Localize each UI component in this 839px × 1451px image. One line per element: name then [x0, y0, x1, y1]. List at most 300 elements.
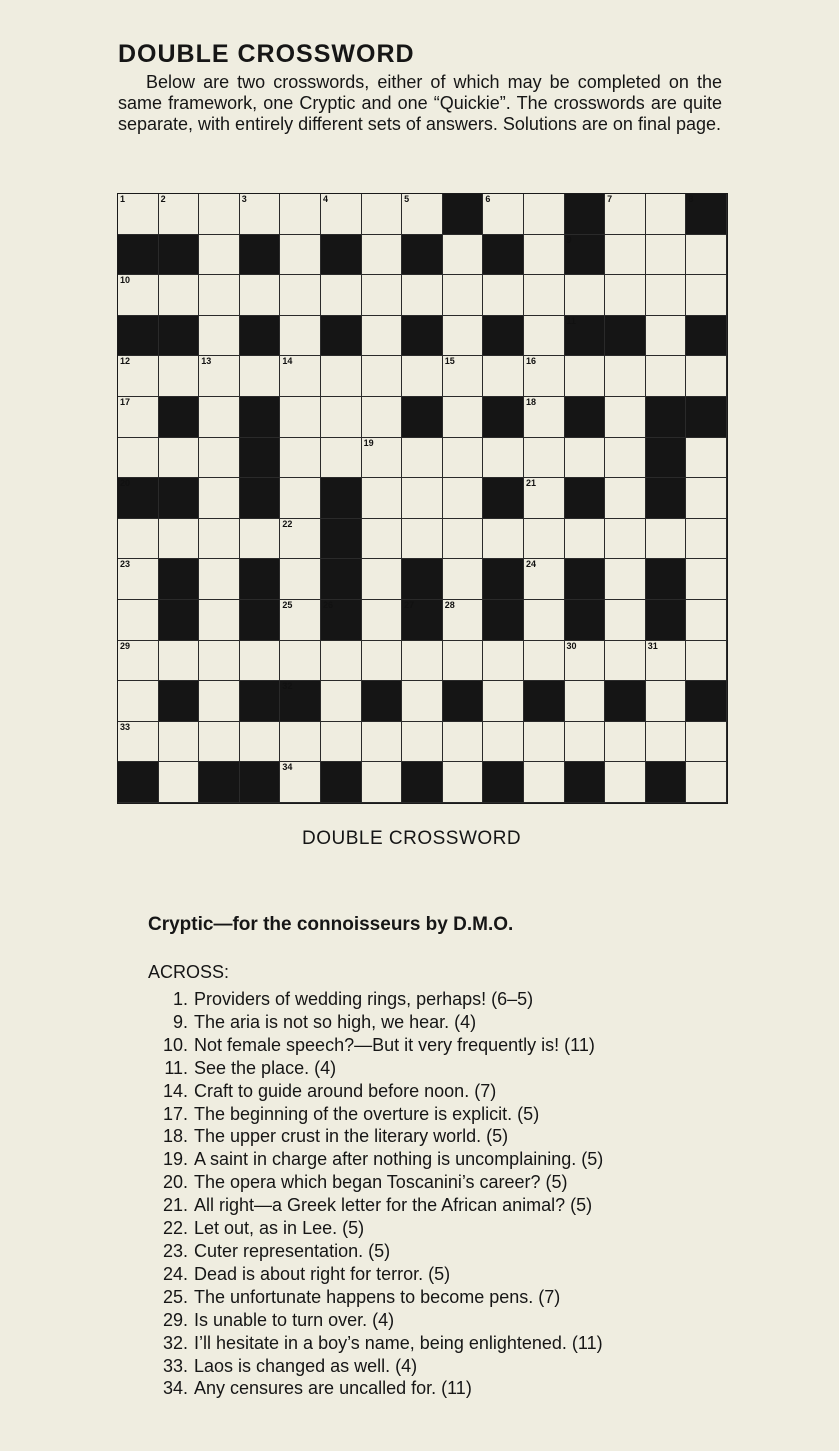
grid-cell[interactable] — [199, 438, 240, 479]
grid-cell[interactable] — [565, 641, 606, 682]
grid-cell[interactable] — [280, 438, 321, 479]
grid-cell[interactable] — [524, 235, 565, 276]
black-square — [118, 478, 159, 519]
grid-cell[interactable] — [402, 641, 443, 682]
clue-item-number: 17. — [162, 1103, 188, 1124]
grid-cell[interactable] — [362, 316, 403, 357]
grid-cell[interactable] — [605, 438, 646, 479]
grid-cell[interactable] — [199, 235, 240, 276]
grid-cell[interactable] — [524, 356, 565, 397]
grid-cell[interactable] — [686, 559, 727, 600]
clue-item-number: 20. — [162, 1172, 188, 1193]
grid-cell[interactable] — [159, 438, 200, 479]
grid-cell[interactable] — [280, 762, 321, 803]
grid-cell[interactable] — [159, 519, 200, 560]
grid-cell[interactable] — [524, 641, 565, 682]
grid-cell[interactable] — [118, 194, 159, 235]
clue-item-number: 22. — [162, 1218, 188, 1239]
grid-cell[interactable] — [646, 356, 687, 397]
clue-number: 8 — [688, 194, 694, 204]
black-square — [321, 559, 362, 600]
grid-cell[interactable] — [159, 356, 200, 397]
black-square — [483, 397, 524, 438]
grid-cell[interactable] — [159, 641, 200, 682]
clue-item — [148, 1011, 768, 1034]
grid-cell[interactable] — [686, 275, 727, 316]
grid-cell[interactable] — [199, 641, 240, 682]
grid-cell[interactable] — [646, 519, 687, 560]
black-square — [565, 194, 606, 235]
grid-cell[interactable] — [118, 438, 159, 479]
grid-cell[interactable] — [565, 438, 606, 479]
grid-cell[interactable] — [686, 478, 727, 519]
black-square — [565, 559, 606, 600]
black-square — [443, 194, 484, 235]
grid-cell[interactable] — [199, 356, 240, 397]
grid-cell[interactable] — [443, 356, 484, 397]
clue-number: 14 — [282, 356, 293, 367]
grid-cell[interactable] — [199, 316, 240, 357]
grid-cell[interactable] — [240, 722, 281, 763]
grid-cell[interactable] — [646, 641, 687, 682]
grid-cell[interactable] — [118, 722, 159, 763]
clue-item — [148, 1034, 768, 1057]
grid-cell[interactable] — [483, 519, 524, 560]
clue-number: 1 — [120, 194, 126, 204]
grid-cell[interactable] — [159, 194, 200, 235]
grid-cell[interactable] — [524, 519, 565, 560]
grid-cell[interactable] — [443, 478, 484, 519]
clue-item — [148, 1103, 768, 1126]
grid-cell[interactable] — [199, 681, 240, 722]
clue-item-text: The upper crust in the literary world. (5) — [194, 1126, 509, 1147]
grid-cell[interactable] — [280, 275, 321, 316]
clue-item — [148, 988, 768, 1011]
clue-item — [148, 1286, 768, 1309]
black-square — [118, 762, 159, 803]
black-square — [118, 316, 159, 357]
clue-item-number: 10. — [162, 1034, 188, 1055]
black-square — [686, 316, 727, 357]
black-square — [240, 559, 281, 600]
grid-cell[interactable] — [565, 681, 606, 722]
grid-cell[interactable] — [280, 235, 321, 276]
grid-cell[interactable] — [118, 519, 159, 560]
grid-cell[interactable] — [646, 316, 687, 357]
grid-cell[interactable] — [483, 641, 524, 682]
grid-cell[interactable] — [280, 397, 321, 438]
grid-cell[interactable] — [402, 519, 443, 560]
grid-cell[interactable] — [199, 275, 240, 316]
black-square — [159, 316, 200, 357]
grid-cell[interactable] — [362, 641, 403, 682]
grid-cell[interactable] — [646, 681, 687, 722]
clue-number: 17 — [120, 396, 131, 407]
black-square — [686, 397, 727, 438]
grid-cell[interactable] — [443, 438, 484, 479]
clue-item-text: Providers of wedding rings, perhaps! (6–5) — [194, 989, 534, 1009]
grid-cell[interactable] — [118, 681, 159, 722]
grid-cell[interactable] — [362, 275, 403, 316]
grid-cell[interactable] — [605, 356, 646, 397]
grid-cell[interactable] — [483, 722, 524, 763]
black-square — [159, 478, 200, 519]
black-square — [605, 316, 646, 357]
clue-item — [148, 1332, 768, 1355]
grid-cell[interactable] — [483, 194, 524, 235]
clue-number: 19 — [363, 437, 374, 448]
clue-item — [148, 1240, 768, 1263]
clue-number: 11 — [566, 315, 577, 326]
grid-cell[interactable] — [443, 600, 484, 641]
black-square — [159, 235, 200, 276]
grid-cell[interactable] — [686, 722, 727, 763]
clue-item-number: 14. — [162, 1080, 188, 1101]
black-square — [565, 478, 606, 519]
black-square — [646, 397, 687, 438]
grid-cell[interactable] — [159, 762, 200, 803]
black-square — [402, 762, 443, 803]
grid-cell[interactable] — [159, 722, 200, 763]
grid-cell[interactable] — [321, 641, 362, 682]
grid-cell[interactable] — [280, 722, 321, 763]
clue-number: 23 — [120, 559, 131, 570]
clue-item-text: The unfortunate happens to become pens. (7) — [194, 1286, 561, 1307]
clue-number: 27 — [404, 599, 415, 610]
grid-cell[interactable] — [199, 519, 240, 560]
clue-number: 31 — [647, 640, 658, 651]
black-square — [199, 762, 240, 803]
clue-number: 33 — [120, 721, 131, 732]
grid-cell[interactable] — [402, 478, 443, 519]
grid-cell[interactable] — [605, 641, 646, 682]
grid-cell[interactable] — [362, 397, 403, 438]
clue-number: 2 — [160, 194, 166, 204]
grid-cell[interactable] — [159, 275, 200, 316]
clue-item-text: Dead is about right for terror. (5) — [194, 1263, 451, 1284]
grid-cell[interactable] — [118, 641, 159, 682]
grid-cell[interactable] — [605, 194, 646, 235]
grid-cell[interactable] — [280, 316, 321, 357]
clue-item-number: 34. — [162, 1378, 188, 1399]
black-square — [646, 559, 687, 600]
grid-cell[interactable] — [321, 681, 362, 722]
grid-cell[interactable] — [443, 762, 484, 803]
grid-cell[interactable] — [646, 194, 687, 235]
grid-cell[interactable] — [646, 275, 687, 316]
grid-cell[interactable] — [524, 316, 565, 357]
grid-cell[interactable] — [565, 356, 606, 397]
clue-number: 3 — [241, 194, 247, 204]
grid-cell[interactable] — [524, 600, 565, 641]
grid-cell[interactable] — [362, 600, 403, 641]
grid-cell[interactable] — [280, 194, 321, 235]
clue-item-text: Laos is changed as well. (4) — [194, 1355, 418, 1376]
grid-cell[interactable] — [240, 356, 281, 397]
clue-item — [148, 1377, 768, 1400]
clue-item-text: Is unable to turn over. (4) — [194, 1309, 395, 1330]
grid-cell[interactable] — [280, 641, 321, 682]
grid-cell[interactable] — [646, 722, 687, 763]
grid-cell[interactable] — [605, 478, 646, 519]
black-square — [565, 600, 606, 641]
grid-cell[interactable] — [565, 519, 606, 560]
grid-cell[interactable] — [483, 438, 524, 479]
clue-number: 13 — [201, 356, 212, 367]
grid-cell[interactable] — [686, 519, 727, 560]
grid-cell[interactable] — [321, 194, 362, 235]
grid-cell[interactable] — [240, 641, 281, 682]
grid-cell[interactable] — [321, 356, 362, 397]
black-square — [483, 316, 524, 357]
clue-number: 32 — [282, 681, 293, 692]
grid-cell[interactable] — [443, 722, 484, 763]
intro-paragraph: Below are two crosswords, either of which may be completed on the same framework, one Cryptic and one “Quickie”. The crosswords are quite separate, with entirely different sets of answers. Solutions are on final page. — [118, 72, 722, 134]
clue-item-text: All right—a Greek letter for the African animal? (5) — [194, 1195, 593, 1216]
grid-cell[interactable] — [443, 316, 484, 357]
clue-number: 22 — [282, 518, 293, 529]
black-square — [565, 762, 606, 803]
clue-number: 20 — [120, 478, 131, 489]
cryptic-heading: Cryptic—for the connoisseurs by D.M.O. — [148, 914, 514, 935]
grid-cell[interactable] — [402, 194, 443, 235]
black-square — [240, 681, 281, 722]
grid-cell[interactable] — [280, 478, 321, 519]
across-clue-list — [148, 988, 768, 1400]
clue-number: 29 — [120, 640, 131, 651]
grid-cell[interactable] — [524, 438, 565, 479]
grid-cell[interactable] — [686, 641, 727, 682]
black-square — [443, 681, 484, 722]
grid-cell[interactable] — [362, 722, 403, 763]
grid-cell[interactable] — [524, 559, 565, 600]
clue-item-number: 24. — [162, 1263, 188, 1284]
grid-cell[interactable] — [362, 356, 403, 397]
clue-item-text: Craft to guide around before noon. (7) — [194, 1080, 497, 1101]
grid-cell[interactable] — [362, 762, 403, 803]
grid-cell[interactable] — [240, 194, 281, 235]
clue-number: 25 — [282, 599, 293, 610]
grid-cell[interactable] — [565, 275, 606, 316]
clue-item-text: The beginning of the overture is explicit. (5) — [194, 1103, 540, 1124]
grid-cell[interactable] — [199, 194, 240, 235]
grid-cell[interactable] — [118, 559, 159, 600]
grid-cell[interactable] — [443, 641, 484, 682]
grid-cell[interactable] — [605, 275, 646, 316]
clue-number: 28 — [444, 599, 455, 610]
black-square — [280, 681, 321, 722]
clue-item-number: 21. — [162, 1195, 188, 1216]
grid-cell[interactable] — [199, 722, 240, 763]
grid-cell[interactable] — [443, 519, 484, 560]
clue-item-number: 11. — [164, 1057, 188, 1078]
clue-item-number: 29. — [162, 1309, 188, 1330]
black-square — [159, 600, 200, 641]
black-square — [565, 397, 606, 438]
clue-number: 15 — [444, 356, 455, 367]
grid-cell[interactable] — [362, 519, 403, 560]
grid-cell[interactable] — [605, 722, 646, 763]
clue-item-text: Not female speech?—But it very frequently is! (11) — [194, 1034, 595, 1055]
grid-cell[interactable] — [565, 722, 606, 763]
clue-item-text: Let out, as in Lee. (5) — [194, 1218, 365, 1239]
black-square — [159, 397, 200, 438]
grid-cell[interactable] — [605, 235, 646, 276]
grid-cell[interactable] — [199, 600, 240, 641]
grid-cell[interactable] — [402, 275, 443, 316]
clue-number: 5 — [404, 194, 410, 204]
black-square — [402, 316, 443, 357]
grid-cell[interactable] — [118, 397, 159, 438]
black-square — [686, 194, 727, 235]
grid-cell[interactable] — [605, 397, 646, 438]
grid-cell[interactable] — [240, 519, 281, 560]
grid-cell[interactable] — [321, 722, 362, 763]
clue-item-number: 33. — [162, 1355, 188, 1376]
crossword-grid-container — [117, 193, 728, 804]
black-square — [240, 600, 281, 641]
clue-item-text: See the place. (4) — [194, 1057, 337, 1078]
clue-item — [148, 1125, 768, 1148]
grid-cell[interactable] — [605, 600, 646, 641]
clue-item-text: The aria is not so high, we hear. (4) — [194, 1011, 477, 1032]
grid-cell[interactable] — [686, 356, 727, 397]
grid-cell[interactable] — [280, 559, 321, 600]
black-square — [240, 397, 281, 438]
grid-cell[interactable] — [443, 275, 484, 316]
grid-cell[interactable] — [483, 356, 524, 397]
grid-cell[interactable] — [321, 438, 362, 479]
grid-cell[interactable] — [443, 235, 484, 276]
black-square — [605, 681, 646, 722]
grid-cell[interactable] — [524, 478, 565, 519]
black-square — [240, 316, 281, 357]
clue-item — [148, 1263, 768, 1286]
clue-item — [148, 1148, 768, 1171]
grid-cell[interactable] — [118, 356, 159, 397]
clue-item — [148, 1355, 768, 1378]
clue-item-number: 23. — [162, 1240, 188, 1261]
clue-item — [148, 1217, 768, 1240]
clue-item-number: 32. — [162, 1332, 188, 1353]
clue-item-number: 25. — [162, 1286, 188, 1307]
grid-cell[interactable] — [402, 438, 443, 479]
grid-cell[interactable] — [524, 722, 565, 763]
clue-number: 24 — [525, 559, 536, 570]
black-square — [483, 478, 524, 519]
crossword-grid — [117, 193, 728, 804]
grid-cell[interactable] — [402, 356, 443, 397]
clue-item-number: 18. — [162, 1126, 188, 1147]
black-square — [402, 235, 443, 276]
clue-number: 34 — [282, 762, 293, 773]
black-square — [646, 762, 687, 803]
grid-cell[interactable] — [483, 275, 524, 316]
grid-cell[interactable] — [443, 559, 484, 600]
grid-cell[interactable] — [524, 397, 565, 438]
grid-cell[interactable] — [362, 235, 403, 276]
grid-cell[interactable] — [524, 275, 565, 316]
clue-item-text: Cuter representation. (5) — [194, 1240, 391, 1261]
grid-cell[interactable] — [321, 397, 362, 438]
clue-number: 12 — [120, 356, 131, 367]
black-square — [321, 600, 362, 641]
grid-cell[interactable] — [402, 722, 443, 763]
grid-cell[interactable] — [686, 235, 727, 276]
clue-number: 26 — [322, 599, 333, 610]
black-square — [565, 235, 606, 276]
grid-cell[interactable] — [605, 762, 646, 803]
clue-item — [148, 1309, 768, 1332]
grid-cell[interactable] — [362, 478, 403, 519]
grid-cell[interactable] — [524, 762, 565, 803]
black-square — [159, 681, 200, 722]
grid-cell[interactable] — [280, 600, 321, 641]
black-square — [159, 559, 200, 600]
clue-item-text: I’ll hesitate in a boy’s name, being enlightened. (11) — [194, 1332, 603, 1353]
black-square — [483, 559, 524, 600]
black-square — [483, 600, 524, 641]
black-square — [362, 681, 403, 722]
grid-cell[interactable] — [402, 681, 443, 722]
clue-item-text: The opera which began Toscanini’s career? (5) — [194, 1172, 568, 1193]
grid-cell[interactable] — [199, 478, 240, 519]
grid-cell[interactable] — [686, 600, 727, 641]
clue-number: 16 — [525, 356, 536, 367]
clue-item-number: 19. — [162, 1149, 188, 1170]
grid-cell[interactable] — [483, 681, 524, 722]
grid-cell[interactable] — [646, 235, 687, 276]
clue-item-number: 9. — [172, 1011, 188, 1032]
black-square — [646, 438, 687, 479]
grid-cell[interactable] — [118, 275, 159, 316]
black-square — [240, 235, 281, 276]
clue-item — [148, 1171, 768, 1194]
grid-cell[interactable] — [362, 194, 403, 235]
grid-cell[interactable] — [362, 438, 403, 479]
black-square — [321, 235, 362, 276]
black-square — [646, 600, 687, 641]
black-square — [402, 600, 443, 641]
clue-item-number: 1. — [172, 989, 188, 1009]
black-square — [321, 316, 362, 357]
black-square — [321, 762, 362, 803]
grid-cell[interactable] — [280, 356, 321, 397]
grid-cell[interactable] — [605, 519, 646, 560]
black-square — [118, 235, 159, 276]
clue-item-text: A saint in charge after nothing is uncomplaining. (5) — [194, 1149, 604, 1170]
grid-cell[interactable] — [240, 275, 281, 316]
grid-cell[interactable] — [199, 559, 240, 600]
grid-cell[interactable] — [280, 519, 321, 560]
black-square — [646, 478, 687, 519]
grid-cell[interactable] — [443, 397, 484, 438]
black-square — [402, 559, 443, 600]
grid-cell[interactable] — [362, 559, 403, 600]
clue-number: 4 — [322, 194, 328, 204]
grid-cell[interactable] — [686, 438, 727, 479]
grid-cell[interactable] — [199, 397, 240, 438]
grid-caption: DOUBLE CROSSWORD — [302, 828, 522, 849]
grid-cell[interactable] — [605, 559, 646, 600]
grid-cell[interactable] — [686, 762, 727, 803]
black-square — [240, 478, 281, 519]
black-square — [321, 478, 362, 519]
grid-cell[interactable] — [118, 600, 159, 641]
grid-cell[interactable] — [524, 194, 565, 235]
grid-cell[interactable] — [321, 275, 362, 316]
black-square — [402, 397, 443, 438]
